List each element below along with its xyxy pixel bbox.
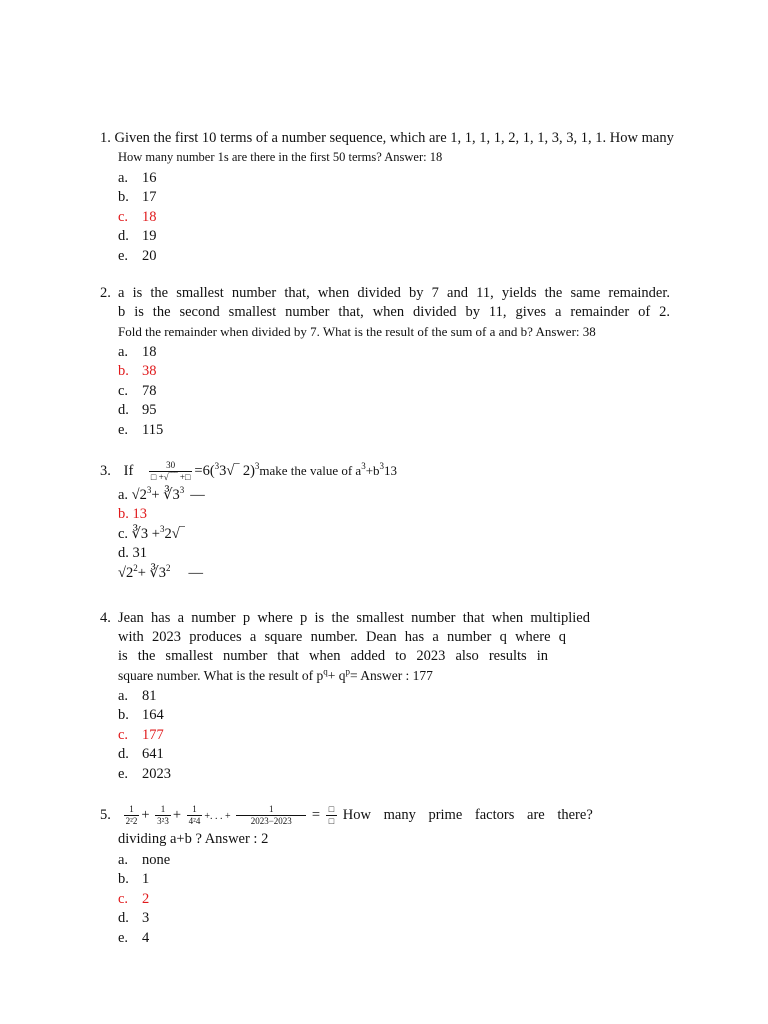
question-2-options	[100, 343, 670, 440]
if-label: If	[123, 463, 134, 479]
option: a. none	[118, 852, 171, 868]
fraction: $\frac{1}{\text{3²3}}$	[157, 804, 169, 827]
option: a. 18	[118, 344, 157, 360]
option: e. 20	[118, 247, 157, 264]
option-correct: c. 177	[118, 726, 164, 743]
option: b. 164	[118, 707, 164, 724]
question-4-line-4: square number. What is the result of $p^q+ q^p=$ Answer : 177	[118, 666, 433, 683]
option: a. $√2^3+$ $∛3^3$ —	[118, 485, 205, 503]
fraction: $\frac{1}{2023-2023}$	[236, 804, 306, 827]
option: d. 641	[118, 746, 164, 763]
option-correct: b. 38	[118, 363, 157, 380]
question-1	[100, 129, 710, 266]
question-4	[100, 609, 590, 784]
question-3: 3. If $\frac{30}{□ +√‾‾‾ +□}$ =6($^3$3√‾ 2)$^3$make the value of $a^3+b^313$ a. $√2^3+$ $∛3^3$ — b. 13 c. ∛3 +$^3$2√‾ d. 31 $√2^2+$ $∛3^2$ —	[100, 456, 710, 583]
option: e. 115	[118, 421, 164, 438]
fraction: $\frac{1}{\text{2²2}}$	[125, 804, 138, 827]
option: d. 19	[118, 228, 157, 245]
question-4-options	[100, 687, 590, 784]
question-number: 4.	[100, 610, 111, 626]
question-1-stem: 1. Given the first 10 terms of a number sequence, which are 1, 1, 1, 1, 2, 1, 1, 3, 3, 1, 1. How many	[100, 130, 674, 146]
option: e. 4	[118, 929, 150, 946]
option: d. 95	[118, 402, 157, 419]
question-4-line-2: with 2023 produces a square number. Dean has a number q where q	[118, 629, 566, 645]
question-4-line-1: Jean has a number p where p is the smallest number that when multiplied	[118, 610, 590, 626]
option: $√2^2+$ $∛3^2$ —	[118, 562, 204, 581]
question-1-subtext: How many number 1s are there in the first 50 terms? Answer: 18	[118, 150, 443, 164]
option: c. 78	[118, 382, 157, 399]
question-5-line-2: dividing a+b ? Answer : 2	[118, 831, 269, 847]
question-number: 2.	[100, 285, 111, 301]
option: d. 3	[118, 910, 150, 927]
option: b. 1	[118, 871, 150, 888]
option: e. 2023	[118, 765, 171, 782]
question-2	[100, 284, 670, 440]
fraction: $\frac{□}{□}$	[326, 804, 337, 827]
fraction: $\frac{30}{□ +√‾‾‾ +□}$	[150, 460, 191, 483]
question-5: 5. $\frac{1}{\text{2²2}}$ + $\frac{1}{\text{3²3}}$ + $\frac{1}{\text{4²4}}$ +. . . + $\frac{1}{2023-2023}$ = $\frac{□}{□}$ How many prime factors are there? dividing a+b ? Answer : 2 a. none b. 1 c. 2 d. 3 e. 4	[100, 800, 710, 948]
option: a. 81	[118, 688, 157, 704]
question-3-options	[100, 486, 710, 583]
option-correct: c. 2	[118, 890, 150, 907]
fraction: $\frac{1}{\text{4²4}}$	[188, 804, 201, 827]
option-correct: c. 18	[118, 208, 157, 225]
option: a. 16	[118, 170, 157, 186]
option: c. ∛3 +$^3$2√‾	[118, 523, 185, 542]
option-correct: b. 13	[118, 506, 147, 523]
question-5-question: How many prime factors are there?	[342, 807, 593, 824]
question-2-line-3: Fold the remainder when divided by 7. What is the result of the sum of a and b? Answer: 38	[118, 324, 596, 339]
question-2-line-2: b is the second smallest number that, when divided by 11, gives a remainder of 2.	[118, 304, 670, 320]
option: b. 17	[118, 189, 157, 206]
question-number: 5.	[100, 807, 111, 823]
question-3-tail: make the value of a	[259, 463, 362, 478]
question-1-options	[100, 169, 710, 266]
option: d. 31	[118, 545, 147, 562]
question-number: 3.	[100, 463, 111, 479]
question-4-line-3: is the smallest number that when added to 2023 also results in	[118, 648, 548, 664]
question-2-line-1: a is the smallest number that, when divided by 7 and 11, yields the same remainder.	[118, 285, 670, 301]
question-5-options	[100, 851, 710, 948]
